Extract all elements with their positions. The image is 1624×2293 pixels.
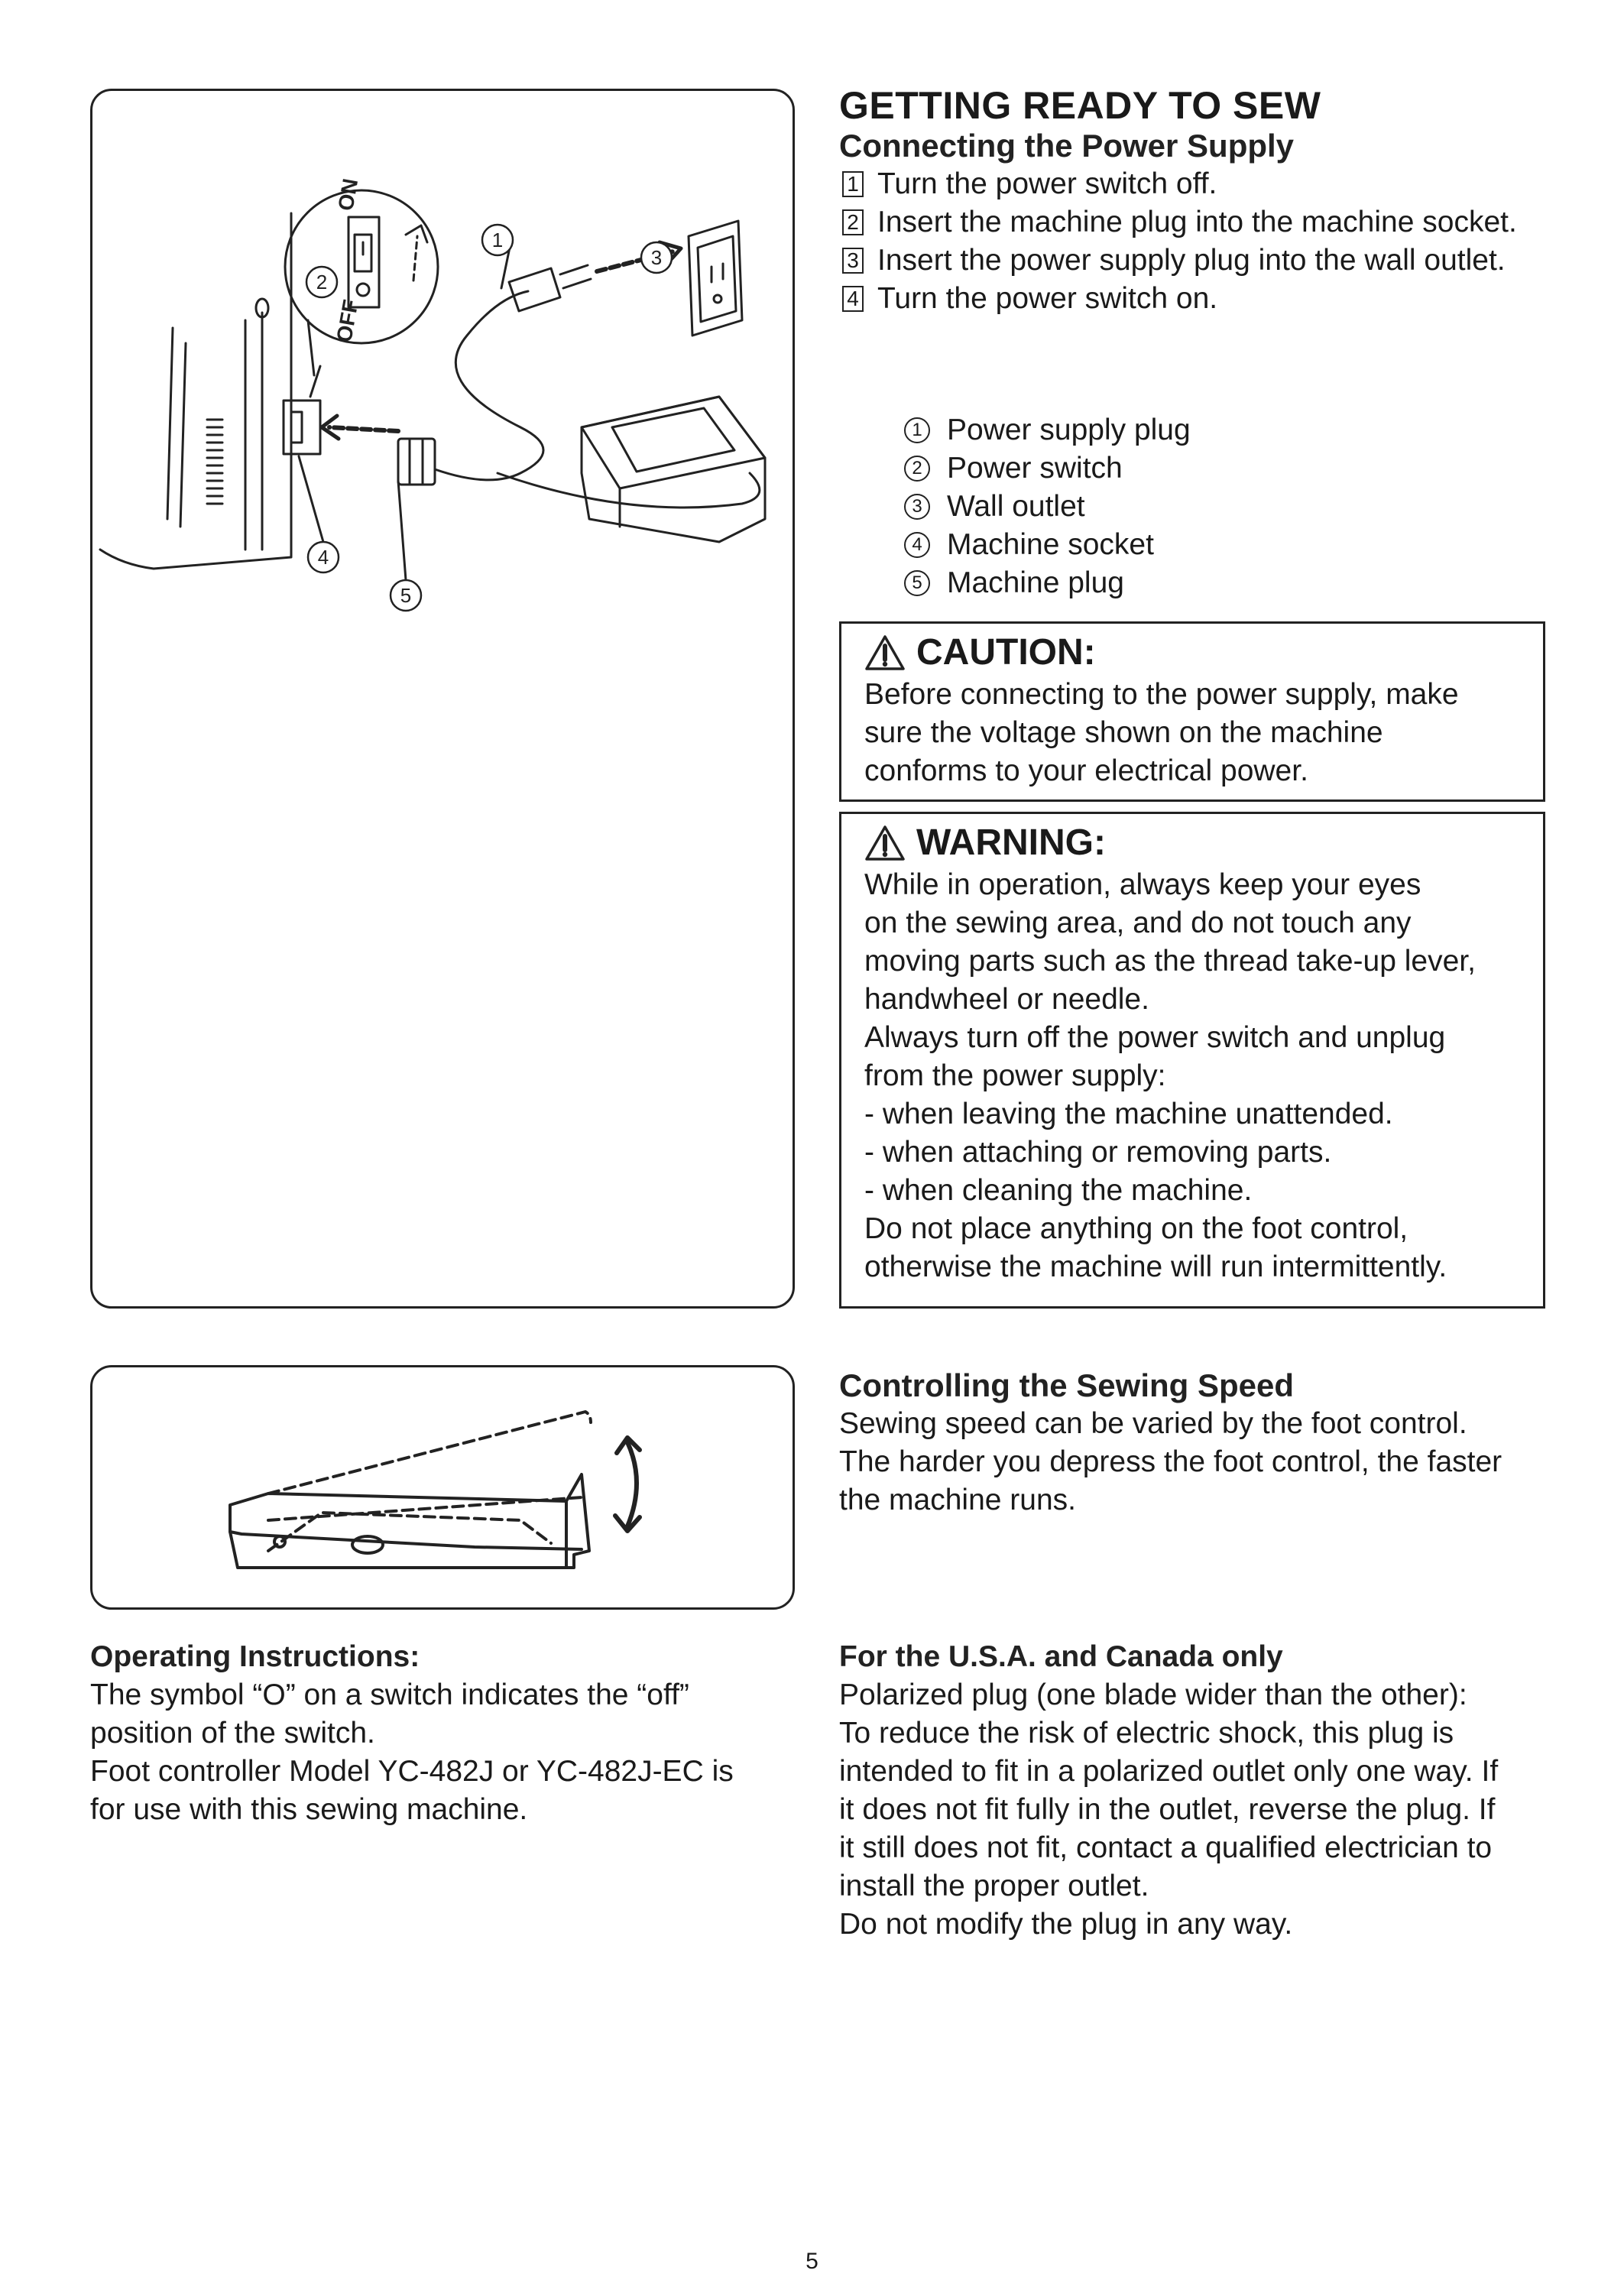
section-title-speed: Controlling the Sewing Speed (839, 1367, 1295, 1403)
step-number: 3 (842, 248, 864, 274)
warning-box (839, 812, 1545, 1309)
usa-line: it still does not fit, contact a qualified electrician to (839, 1831, 1493, 1864)
speed-line: The harder you depress the foot control, the faster (839, 1445, 1502, 1478)
legend-label: Power supply plug (947, 414, 1191, 446)
foot-control-illustration (92, 1367, 793, 1607)
list-item (839, 203, 1550, 242)
usa-line: Polarized plug (one blade wider than the other): (839, 1678, 1467, 1711)
power-connection-figure (90, 89, 795, 1309)
warning-title: WARNING: (916, 822, 1106, 863)
list-item (839, 165, 1550, 203)
warning-line: - when cleaning the machine. (864, 1174, 1253, 1207)
page-number: 5 (806, 2249, 818, 2274)
switch-on-label: ON (333, 177, 363, 213)
callout-5: 5 (400, 584, 412, 607)
legend-number: 5 (904, 570, 930, 596)
power-cord (435, 291, 543, 480)
usa-line: intended to fit in a polarized outlet only one way. If (839, 1755, 1499, 1788)
warning-line: - when leaving the machine unattended. (864, 1098, 1393, 1130)
step-number: 4 (842, 286, 864, 312)
operating-line: position of the switch. (90, 1717, 375, 1750)
warning-line: Do not place anything on the foot control, (864, 1212, 1408, 1245)
caution-box (839, 621, 1545, 802)
callout-3: 3 (650, 246, 663, 269)
usa-line: Do not modify the plug in any way. (839, 1908, 1293, 1941)
usa-canada-section (839, 1638, 1550, 1944)
legend-label: Wall outlet (947, 490, 1085, 523)
caution-line: sure the voltage shown on the machine (864, 716, 1383, 749)
legend-number: 3 (904, 494, 930, 520)
callout-2: 2 (316, 271, 328, 294)
speed-line: Sewing speed can be varied by the foot control. (839, 1407, 1467, 1440)
steps-list (839, 165, 1550, 318)
legend-item (904, 526, 1191, 564)
step-number: 2 (842, 209, 864, 235)
warning-triangle-icon (864, 825, 906, 861)
usa-line: it does not fit fully in the outlet, reverse the plug. If (839, 1793, 1496, 1826)
usa-line: To reduce the risk of electric shock, this plug is (839, 1717, 1454, 1750)
power-switch (348, 217, 379, 307)
legend-item (904, 488, 1191, 526)
list-item (839, 242, 1550, 280)
legend-number: 2 (904, 456, 930, 482)
warning-line: handwheel or needle. (864, 983, 1149, 1016)
step-text: Insert the power supply plug into the wall outlet. (877, 244, 1506, 277)
warning-triangle-icon (864, 634, 906, 671)
figure-legend (904, 411, 1191, 602)
legend-number: 1 (904, 417, 930, 443)
switch-off-label: OFF (332, 297, 363, 345)
speed-line: the machine runs. (839, 1484, 1077, 1516)
warning-line: on the sewing area, and do not touch any (864, 906, 1412, 939)
usa-line: install the proper outlet. (839, 1870, 1149, 1902)
section-title-usa: For the U.S.A. and Canada only (839, 1640, 1283, 1673)
warning-line: - when attaching or removing parts. (864, 1136, 1332, 1169)
vent-grille (207, 420, 222, 504)
warning-line: While in operation, always keep your eyes (864, 868, 1421, 901)
warning-line: Always turn off the power switch and unplug (864, 1021, 1446, 1054)
caution-title: CAUTION: (916, 632, 1096, 673)
power-supply-plug (509, 268, 560, 311)
page-title: GETTING READY TO SEW (839, 84, 1321, 127)
operating-line: The symbol “O” on a switch indicates the “off” (90, 1678, 689, 1711)
legend-number: 4 (904, 532, 930, 558)
legend-label: Power switch (947, 452, 1123, 485)
caution-line: Before connecting to the power supply, make (864, 678, 1459, 711)
step-text: Turn the power switch off. (877, 167, 1217, 200)
callout-4: 4 (317, 546, 329, 569)
operating-instructions-section (90, 1638, 801, 1829)
list-item (839, 280, 1550, 318)
warning-line: from the power supply: (864, 1059, 1166, 1092)
foot-control-figure (90, 1365, 795, 1610)
legend-label: Machine plug (947, 566, 1124, 599)
caution-line: conforms to your electrical power. (864, 754, 1308, 787)
machine-plug (398, 439, 435, 485)
warning-line: moving parts such as the thread take-up lever, (864, 945, 1476, 978)
section-title-operating: Operating Instructions: (90, 1640, 420, 1673)
operating-line: for use with this sewing machine. (90, 1793, 528, 1826)
legend-label: Machine socket (947, 528, 1154, 561)
step-number: 1 (842, 171, 864, 197)
step-text: Turn the power switch on. (877, 282, 1218, 315)
section-title-power: Connecting the Power Supply (839, 128, 1295, 164)
legend-item (904, 564, 1191, 602)
legend-item (904, 449, 1191, 488)
legend-item (904, 411, 1191, 449)
callout-1: 1 (491, 229, 504, 251)
step-text: Insert the machine plug into the machine socket. (877, 206, 1517, 238)
warning-line: otherwise the machine will run intermittently. (864, 1250, 1447, 1283)
power-connection-illustration (92, 91, 793, 1306)
sewing-speed-section (839, 1367, 1550, 1519)
operating-line: Foot controller Model YC-482J or YC-482J-EC is (90, 1755, 734, 1788)
